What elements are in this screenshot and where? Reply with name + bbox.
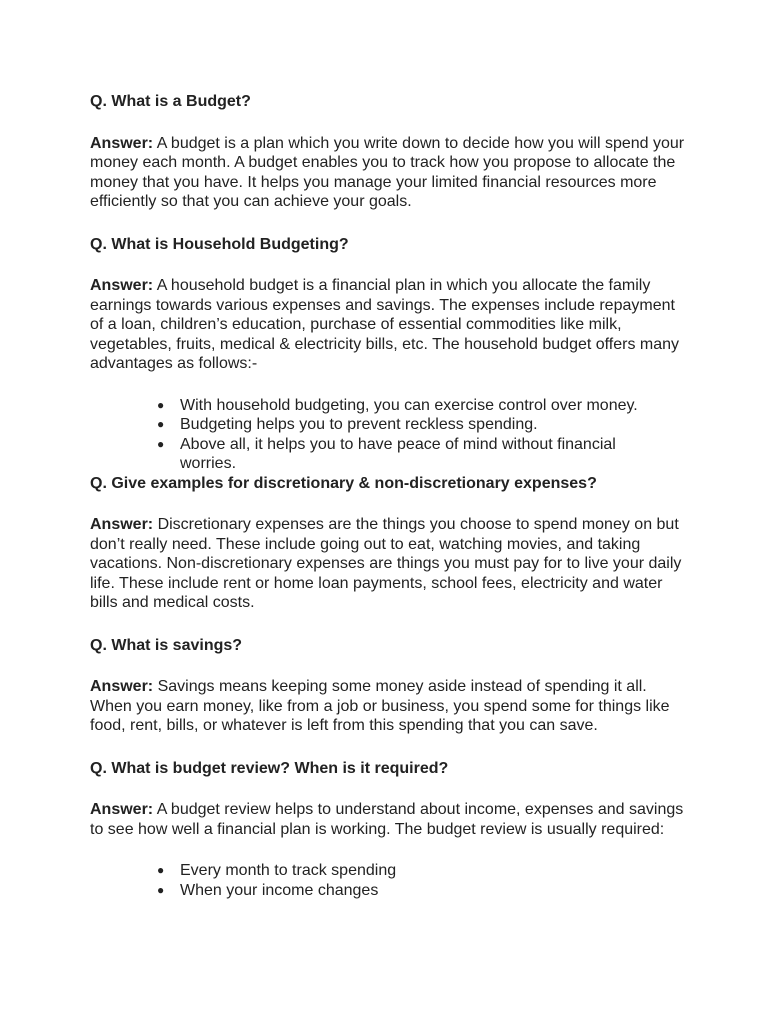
answer-text: Discretionary expenses are the things you choose to spend money on but don’t really need. These include going out to eat, watching movies, and taking vacations. Non-discretionary expenses are things you must pay for to live your daily life. These include rent or home loan payments, school fees, electricity and water bills and medical costs.	[90, 516, 682, 611]
answer-paragraph	[90, 677, 690, 736]
list-item	[90, 435, 650, 474]
list-item	[90, 415, 650, 435]
bullet-list	[90, 861, 690, 900]
answer-paragraph	[90, 800, 690, 839]
answer-label: Answer:	[90, 678, 154, 695]
question-heading: Q. Give examples for discretionary & non-discretionary expenses?	[90, 474, 597, 492]
bullet-dot-icon: ●	[157, 397, 165, 412]
question-heading: Q. What is savings?	[90, 636, 243, 654]
answer-label: Answer:	[90, 801, 154, 818]
answer-paragraph	[90, 276, 690, 374]
answer-text: Savings means keeping some money aside instead of spending it all. When you earn money, like from a job or business, you spend some for things like food, rent, bills, or whatever is left from this spending that you can save.	[90, 678, 670, 734]
bullet-dot-icon: ●	[157, 417, 165, 431]
bullet-dot-icon: ●	[157, 436, 165, 451]
answer-text: A budget is a plan which you write down to decide how you will spend your money each month. A budget enables you to track how you propose to allocate the money that you have. It helps you manage your limited financial resources more efficiently so that you can achieve your goals.	[90, 134, 685, 210]
answer-paragraph	[90, 134, 690, 212]
list-item-text: Above all, it helps you to have peace of mind without financial worries.	[180, 435, 616, 472]
document-page	[90, 92, 690, 900]
list-item-text: Budgeting helps you to prevent reckless spending.	[180, 416, 538, 433]
list-item-text: Every month to track spending	[180, 862, 397, 879]
list-item-text: When your income changes	[180, 881, 379, 899]
answer-text: A budget review helps to understand about income, expenses and savings to see how well a financial plan is working. The budget review is usually required:	[90, 801, 684, 838]
answer-text: A household budget is a financial plan in which you allocate the family earnings towards various expenses and savings. The expenses include repayment of a loan, children’s education, purchase of essential commodities like milk, vegetables, fruits, medical & electricity bills, etc. The household budget offers many advantages as follows:-	[90, 277, 680, 372]
answer-paragraph	[90, 515, 690, 613]
list-item	[90, 861, 650, 881]
bullet-dot-icon: ●	[157, 882, 165, 897]
list-item-text: With household budgeting, you can exercise control over money.	[180, 396, 638, 414]
list-item	[90, 396, 650, 416]
answer-label: Answer:	[90, 134, 154, 152]
list-item	[90, 881, 650, 901]
bullet-list	[90, 396, 690, 474]
answer-label: Answer:	[90, 277, 154, 294]
question-heading: Q. What is budget review? When is it required?	[90, 759, 449, 777]
question-heading: Q. What is Household Budgeting?	[90, 235, 349, 253]
question-heading: Q. What is a Budget?	[90, 93, 251, 110]
answer-label: Answer:	[90, 516, 154, 533]
bullet-dot-icon: ●	[157, 863, 165, 877]
